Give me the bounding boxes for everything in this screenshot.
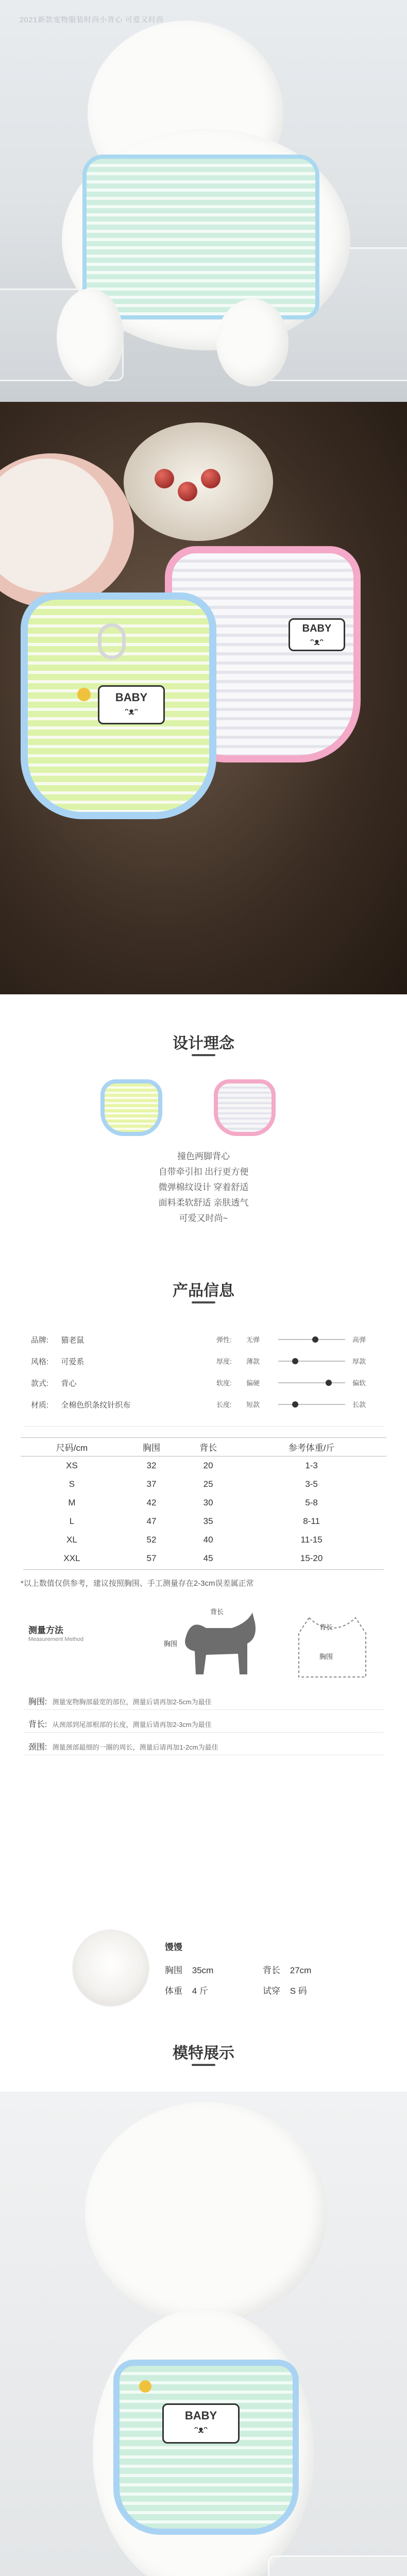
concept-line: 自带牵引扣 出行更方便 [158, 1167, 249, 1177]
spec-brand [31, 1334, 84, 1345]
weight-cell: 8-11 [303, 1516, 320, 1526]
chest-cell: 52 [146, 1534, 157, 1545]
scale-max-label: 厚款 [352, 1358, 366, 1365]
property-scale [216, 1378, 386, 1388]
model-size [263, 1984, 307, 1996]
back-cell: 40 [203, 1534, 213, 1545]
dog-head [85, 2102, 327, 2324]
dog-silhouette-icon [170, 1607, 263, 1685]
table-row [21, 1475, 386, 1494]
measure-title: 测量方法 [28, 1625, 63, 1635]
table-row [21, 1549, 386, 1568]
measure-tag: 胸围 [164, 1640, 178, 1648]
scale-max-label: 长款 [352, 1401, 366, 1409]
title-underline [192, 1054, 215, 1056]
chest-cell: 47 [146, 1516, 157, 1526]
spec-material [31, 1399, 130, 1410]
concept-line: 面料柔软舒适 亲肤透气 [158, 1198, 249, 1208]
scale-max-label: 偏软 [352, 1379, 366, 1387]
glass-dish [124, 422, 273, 541]
measure-text: 测量宠物胸部最宽的部位，测量后请再加2-5cm为最佳 [52, 1698, 212, 1706]
model-weight [165, 1984, 208, 1996]
dog-vest [82, 155, 319, 319]
chest-cell: 42 [146, 1497, 157, 1507]
chest-cell: 57 [146, 1553, 157, 1563]
weight-cell: 5-8 [305, 1497, 318, 1507]
scale-max-label: 高弹 [352, 1336, 366, 1344]
chest-cell: 37 [146, 1479, 157, 1489]
model-label: 试穿 [263, 1986, 280, 1996]
scale-label: 厚度: [216, 1358, 232, 1365]
measure-name: 背长: [28, 1720, 47, 1729]
spec-value: 全棉色织条纹针织布 [61, 1401, 131, 1410]
scale-min-label: 薄款 [246, 1358, 260, 1365]
dog-leg-front [57, 289, 124, 386]
weight-cell: 1-3 [305, 1460, 318, 1470]
back-cell: 35 [203, 1516, 213, 1526]
model-avatar [72, 1929, 149, 2007]
model-chest [165, 1963, 213, 1976]
measure-name: 胸围: [28, 1698, 47, 1706]
info-title: 产品信息 [173, 1282, 234, 1299]
divider [23, 1426, 384, 1427]
hero-photo [0, 0, 407, 402]
spec-value: 猫老鼠 [61, 1336, 84, 1345]
measure-tag: 背长 [210, 1608, 224, 1616]
size-note: *以上数值仅供参考，建议按照胸围、手工测量存在2-3cm误差属正常 [21, 1579, 254, 1588]
scale-marker [292, 1358, 298, 1364]
column-header: 参考体重/斤 [288, 1443, 335, 1453]
hero-caption: 2021新款宠物服装时尚小背心 可爱又时尚 [20, 15, 164, 24]
model-name: 馒馒 [165, 1942, 182, 1952]
pink-vest-sketch [214, 1079, 276, 1136]
acrylic-chair [268, 2555, 407, 2576]
table-row [21, 1456, 386, 1475]
size-cell: XL [66, 1534, 77, 1545]
title-underline [192, 2064, 215, 2066]
scale-marker [326, 1380, 332, 1386]
measure-text: 测量颈部最细的一圈的周长，测量后请再加1-2cm为最佳 [52, 1743, 218, 1751]
dog-leg-back [216, 299, 289, 386]
cherry [178, 482, 197, 501]
pink-vest-label: BABY ᵔᴥᵔ [289, 618, 345, 651]
model-label: 体重 [165, 1986, 182, 1996]
column-header: 尺码/cm [56, 1443, 88, 1453]
scale-marker [292, 1401, 298, 1408]
size-cell: XS [66, 1460, 78, 1470]
showcase-title: 模特展示 [173, 2045, 234, 2062]
measure-name: 颈围: [28, 1743, 47, 1752]
green-vest-label: BABY ᵔᴥᵔ [98, 685, 165, 724]
concept-line: 撞色两脚背心 [177, 1151, 230, 1161]
scale-min-label: 偏硬 [246, 1379, 260, 1387]
vest-label: BABY ᵔᴥᵔ [162, 2403, 240, 2444]
scale-track [278, 1404, 345, 1405]
table-row [21, 1531, 386, 1549]
model-photo-1 [0, 2092, 407, 2576]
property-scale [216, 1334, 386, 1345]
vest-outline-icon [289, 1607, 376, 1685]
measure-line [28, 1695, 212, 1707]
scale-label: 弹性: [216, 1336, 232, 1344]
measure-tag: 胸围 [319, 1653, 333, 1660]
size-cell: S [69, 1479, 75, 1489]
size-cell: XXL [63, 1553, 80, 1563]
scale-label: 长度: [216, 1401, 232, 1409]
flower-button [139, 2380, 151, 2393]
spec-style [31, 1356, 84, 1367]
divider [23, 1709, 384, 1710]
back-cell: 30 [203, 1497, 213, 1507]
model-back [263, 1963, 311, 1976]
back-cell: 45 [203, 1553, 213, 1563]
scale-track [278, 1382, 345, 1383]
weight-cell: 11-15 [300, 1534, 323, 1545]
spec-value: 可爱系 [61, 1358, 84, 1366]
model-label: 胸围 [165, 1965, 182, 1975]
table-row [21, 1494, 386, 1512]
cherry [201, 469, 221, 488]
measure-tag: 背长 [319, 1623, 333, 1631]
flower-button [77, 688, 91, 701]
model-value: 35cm [192, 1965, 214, 1975]
table-row [21, 1512, 386, 1531]
scale-marker [312, 1336, 318, 1343]
property-scale [216, 1399, 386, 1410]
spec-label: 款式: [31, 1379, 49, 1388]
back-cell: 20 [203, 1460, 213, 1470]
cherry [155, 469, 174, 488]
spec-label: 风格: [31, 1358, 49, 1366]
size-cell: L [69, 1516, 75, 1526]
spec-label: 品牌: [31, 1336, 49, 1345]
divider [23, 1732, 384, 1733]
model-value: 4 斤 [192, 1986, 208, 1996]
green-vest-sketch [100, 1079, 162, 1136]
weight-cell: 15-20 [300, 1553, 323, 1563]
spec-value: 背心 [61, 1379, 77, 1388]
measure-line [28, 1718, 212, 1730]
chest-cell: 32 [146, 1460, 157, 1470]
scale-min-label: 短款 [246, 1401, 260, 1409]
back-cell: 25 [203, 1479, 213, 1489]
property-scale [216, 1356, 386, 1366]
scale-min-label: 无弹 [246, 1336, 260, 1344]
size-table [21, 1437, 386, 1568]
column-header: 胸围 [142, 1443, 160, 1453]
measure-text: 从颈部到尾部根部的长度，测量后请再加2-3cm为最佳 [52, 1721, 212, 1728]
concept-title: 设计理念 [173, 1035, 234, 1052]
spec-label: 材质: [31, 1401, 49, 1410]
leash-ring [98, 623, 126, 659]
column-header: 背长 [199, 1443, 217, 1453]
size-cell: M [68, 1497, 76, 1507]
model-label: 背长 [263, 1965, 280, 1975]
weight-cell: 3-5 [305, 1479, 318, 1489]
concept-line: 可爱又时尚~ [179, 1213, 228, 1223]
spec-type [31, 1378, 76, 1388]
scale-track [278, 1361, 345, 1362]
concept-line: 微弹棉纹设计 穿着舒适 [158, 1182, 249, 1192]
divider [23, 1569, 384, 1570]
model-value: 27cm [290, 1965, 312, 1975]
size-table-header [21, 1438, 386, 1456]
measure-line [28, 1740, 218, 1752]
title-underline [192, 1301, 215, 1303]
scale-label: 软度: [216, 1379, 232, 1387]
measure-subtitle: Measurement Method [28, 1636, 83, 1642]
model-value: S 码 [290, 1986, 307, 1996]
